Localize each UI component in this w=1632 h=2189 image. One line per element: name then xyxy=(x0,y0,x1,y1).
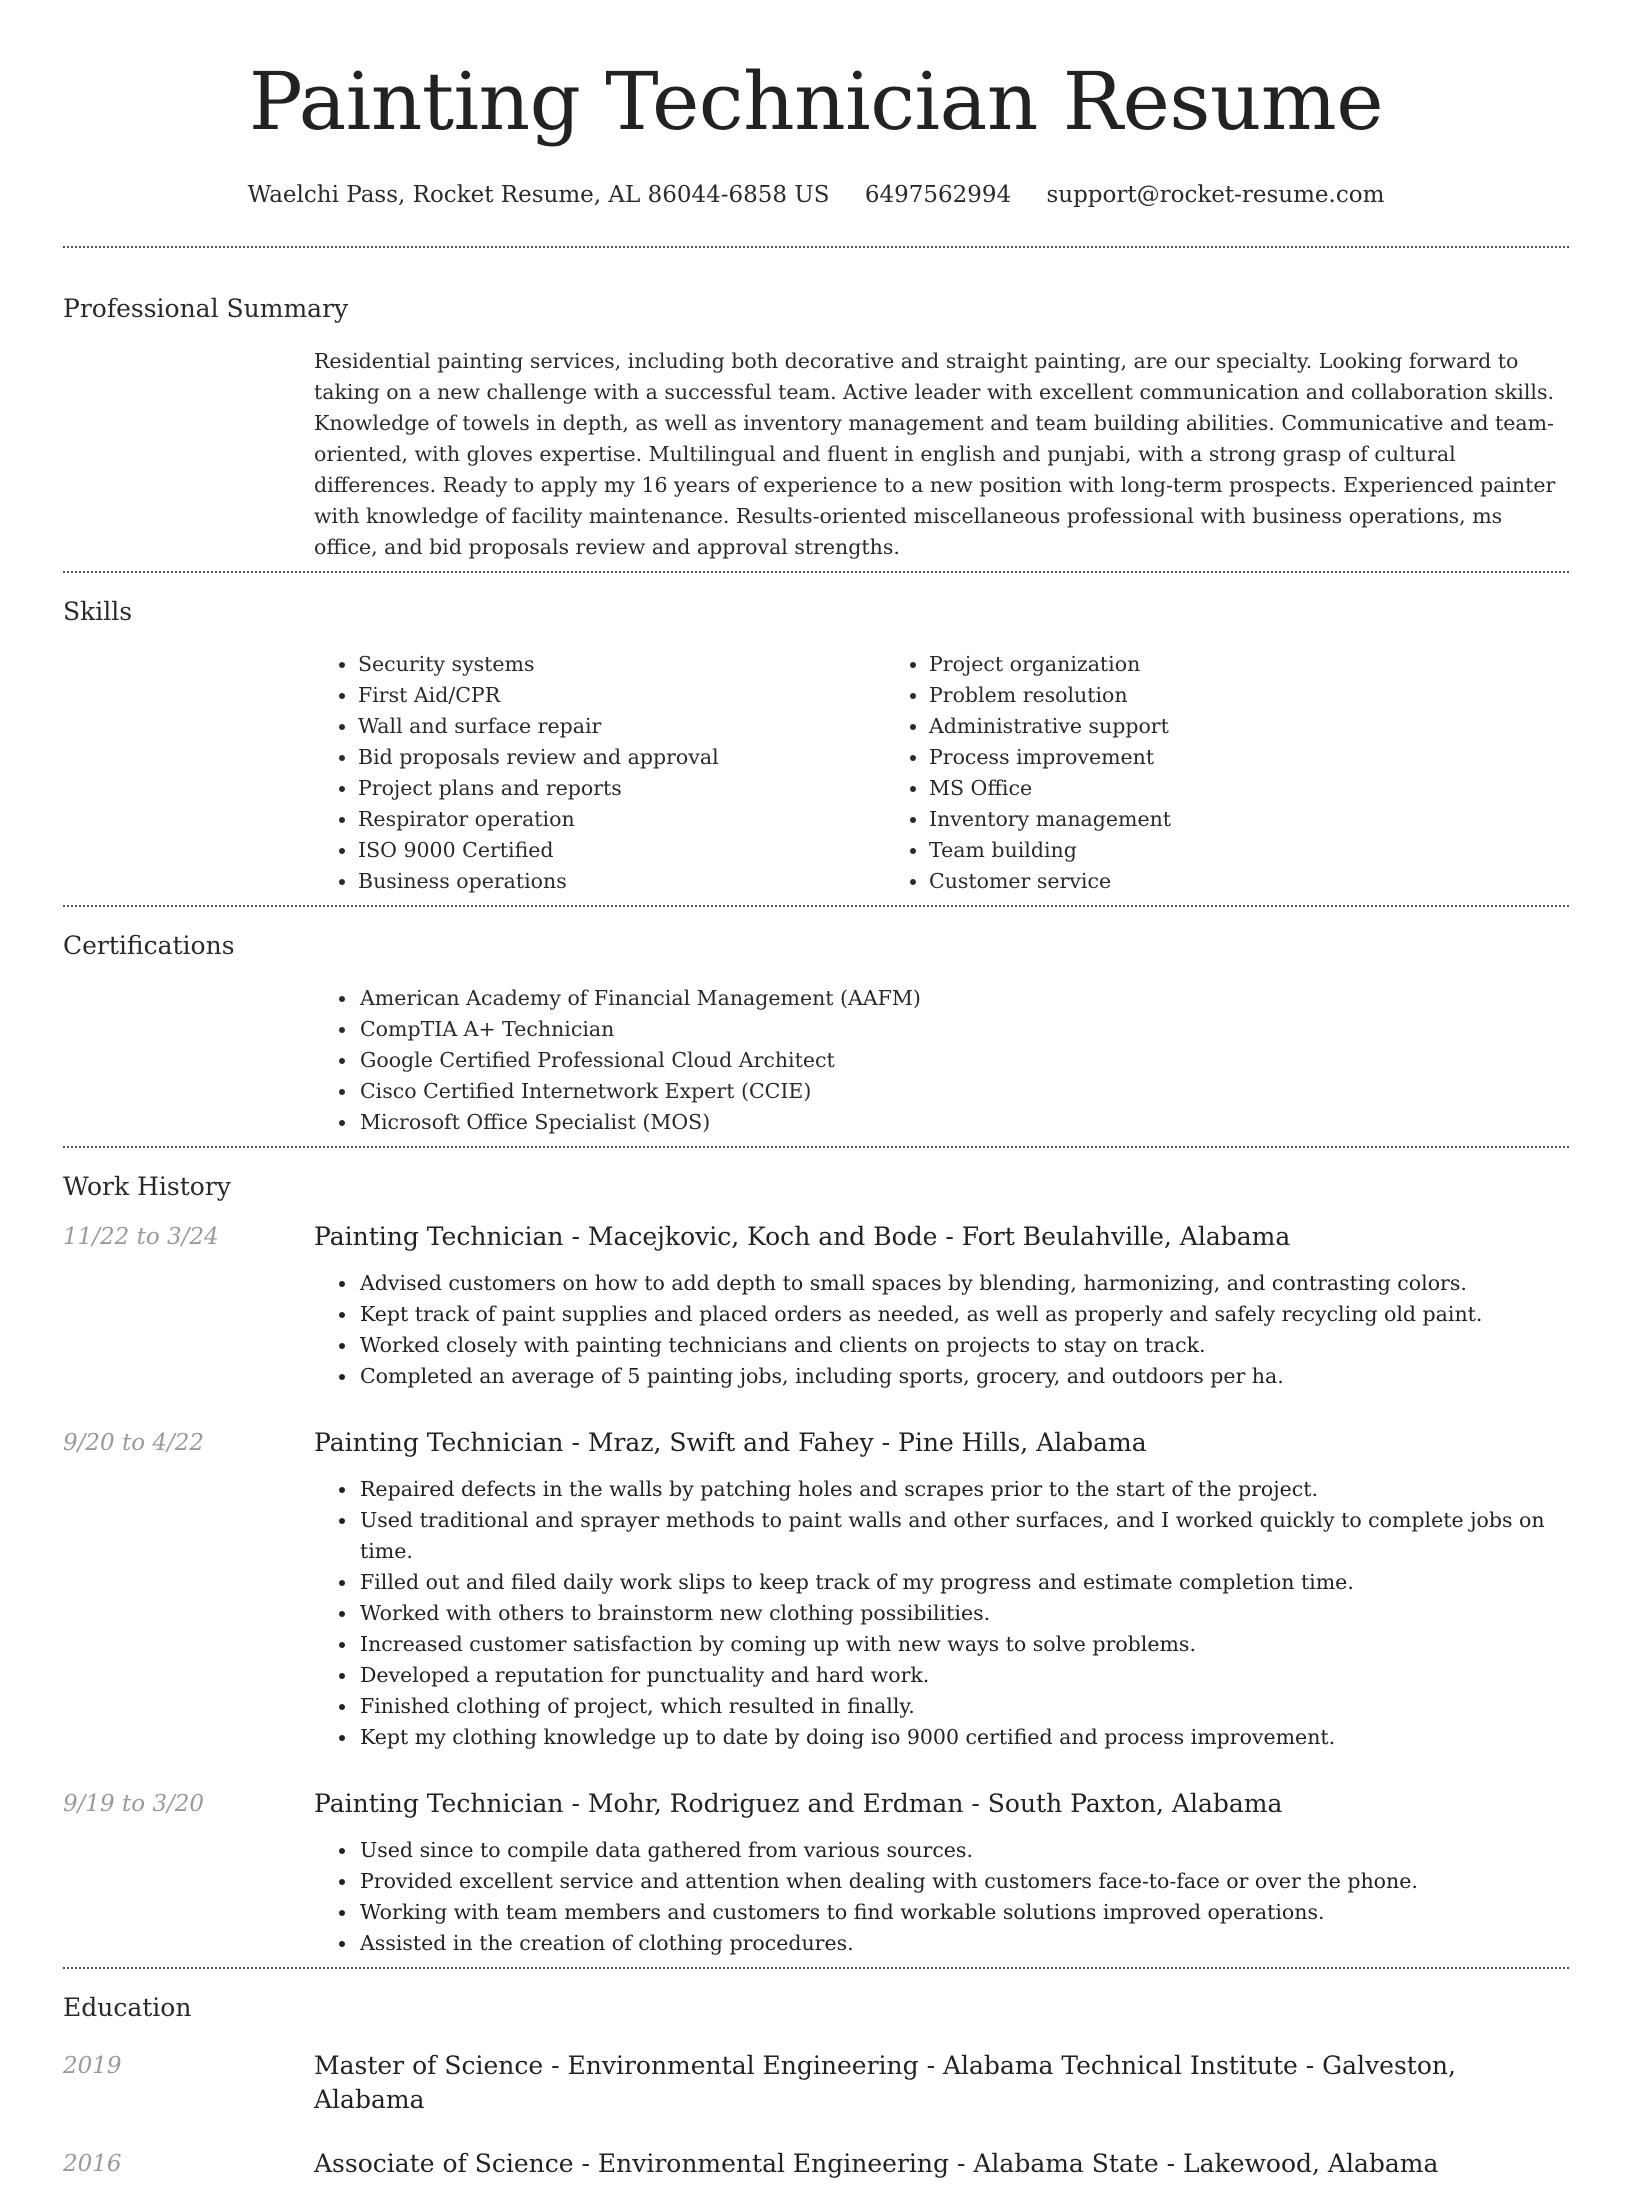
job-entry xyxy=(63,1220,1569,1392)
certifications-list xyxy=(314,983,1569,1138)
job-bullets xyxy=(314,1835,1569,1959)
skills-section xyxy=(63,573,1569,905)
skill-item: • First Aid/CPR xyxy=(358,680,885,711)
job-entry xyxy=(63,1787,1569,1959)
skill-item: • Project organization xyxy=(929,649,1456,680)
job-bullet: • Developed a reputation for punctuality and hard work. xyxy=(358,1660,1569,1691)
job-bullets xyxy=(314,1268,1569,1392)
education-section xyxy=(63,1969,1569,2189)
skill-item: • Project plans and reports xyxy=(358,773,885,804)
education-entry xyxy=(63,2147,1569,2181)
education-heading: Master of Science - Environmental Engineering - Alabama Technical Institute - Galveston, Alabama xyxy=(314,2051,1456,2114)
job-bullet: • Worked closely with painting technicians and clients on projects to stay on track. xyxy=(358,1330,1569,1361)
contact-phone: 6497562994 xyxy=(864,182,1012,208)
job-entry xyxy=(63,1426,1569,1753)
jobs-list xyxy=(63,1220,1569,1959)
skill-item: • MS Office xyxy=(929,773,1456,804)
certification-item: • Google Certified Professional Cloud Architect xyxy=(358,1045,1569,1076)
job-bullet: • Kept my clothing knowledge up to date by doing iso 9000 certified and process improvement. xyxy=(358,1722,1569,1753)
job-bullet: • Completed an average of 5 painting jobs, including sports, grocery, and outdoors per ha. xyxy=(358,1361,1569,1392)
summary-section xyxy=(63,248,1569,571)
skill-item: • Team building xyxy=(929,835,1456,866)
skill-item: • Problem resolution xyxy=(929,680,1456,711)
skill-item: • ISO 9000 Certified xyxy=(358,835,885,866)
skills-title: Skills xyxy=(63,597,133,626)
certification-item: • CompTIA A+ Technician xyxy=(358,1014,1569,1045)
job-dates: 9/19 to 3/20 xyxy=(63,1791,205,1817)
certification-item: • Microsoft Office Specialist (MOS) xyxy=(358,1107,1569,1138)
job-bullet: • Assisted in the creation of clothing procedures. xyxy=(358,1928,1569,1959)
education-year: 2019 xyxy=(63,2053,122,2079)
job-bullet: • Filled out and filed daily work slips to keep track of my progress and estimate completion time. xyxy=(358,1567,1569,1598)
certification-item: • Cisco Certified Internetwork Expert (CCIE) xyxy=(358,1076,1569,1107)
job-dates: 9/20 to 4/22 xyxy=(63,1430,205,1456)
job-heading: Painting Technician - Mraz, Swift and Fahey - Pine Hills, Alabama xyxy=(314,1428,1147,1457)
job-bullets xyxy=(314,1474,1569,1753)
work-history-title: Work History xyxy=(63,1172,231,1201)
contact-line xyxy=(63,178,1569,212)
education-heading: Associate of Science - Environmental Engineering - Alabama State - Lakewood, Alabama xyxy=(314,2149,1439,2178)
job-bullet: • Finished clothing of project, which resulted in finally. xyxy=(358,1691,1569,1722)
skill-item: • Wall and surface repair xyxy=(358,711,885,742)
certification-item: • American Academy of Financial Management (AAFM) xyxy=(358,983,1569,1014)
skill-item: • Customer service xyxy=(929,866,1456,897)
job-dates: 11/22 to 3/24 xyxy=(63,1224,219,1250)
contact-email: support@rocket-resume.com xyxy=(1046,182,1385,208)
job-bullet: • Worked with others to brainstorm new clothing possibilities. xyxy=(358,1598,1569,1629)
skill-item: • Inventory management xyxy=(929,804,1456,835)
work-history-section xyxy=(63,1148,1569,1967)
job-heading: Painting Technician - Macejkovic, Koch and Bode - Fort Beulahville, Alabama xyxy=(314,1222,1291,1251)
page-title: Painting Technician Resume xyxy=(248,55,1384,148)
skills-grid xyxy=(314,649,1569,897)
job-heading: Painting Technician - Mohr, Rodriguez and Erdman - South Paxton, Alabama xyxy=(314,1789,1283,1818)
job-bullet: • Provided excellent service and attention when dealing with customers face-to-face or over the phone. xyxy=(358,1866,1569,1897)
education-entry xyxy=(63,2049,1569,2117)
summary-text: Residential painting services, including both decorative and straight painting, are our specialty. Looking forward to taking on a new challenge with a successful team. Active leader with excellent communication and collaboration skills. Knowledge of towels in depth, as well as inventory management and team building abilities. Communicative and team-oriented, with gloves expertise. Multilingual and fluent in english and punjabi, with a strong grasp of cultural differences. Ready to apply my 16 years of experience to a new position with long-term prospects. Experienced painter with knowledge of facility maintenance. Results-oriented miscellaneous professional with business operations, ms office, and bid proposals review and approval strengths. xyxy=(314,349,1556,559)
job-bullet: • Advised customers on how to add depth to small spaces by blending, harmonizing, and contrasting colors. xyxy=(358,1268,1569,1299)
skill-item: • Process improvement xyxy=(929,742,1456,773)
skill-item: • Administrative support xyxy=(929,711,1456,742)
contact-address: Waelchi Pass, Rocket Resume, AL 86044-6858 US xyxy=(247,182,830,208)
job-bullet: • Kept track of paint supplies and placed orders as needed, as well as properly and safely recycling old paint. xyxy=(358,1299,1569,1330)
certifications-section xyxy=(63,907,1569,1146)
skill-item: • Respirator operation xyxy=(358,804,885,835)
skill-item: • Security systems xyxy=(358,649,885,680)
job-bullet: • Used since to compile data gathered from various sources. xyxy=(358,1835,1569,1866)
skills-list-left xyxy=(314,649,885,897)
education-title: Education xyxy=(63,1993,192,2022)
certifications-title: Certifications xyxy=(63,931,235,960)
job-bullet: • Repaired defects in the walls by patching holes and scrapes prior to the start of the project. xyxy=(358,1474,1569,1505)
education-year: 2016 xyxy=(63,2151,122,2177)
job-bullet: • Used traditional and sprayer methods to paint walls and other surfaces, and I worked quickly to complete jobs on time. xyxy=(358,1505,1569,1567)
job-bullet: • Increased customer satisfaction by coming up with new ways to solve problems. xyxy=(358,1629,1569,1660)
skills-list-right xyxy=(885,649,1456,897)
skill-item: • Business operations xyxy=(358,866,885,897)
job-bullet: • Working with team members and customers to find workable solutions improved operations. xyxy=(358,1897,1569,1928)
skill-item: • Bid proposals review and approval xyxy=(358,742,885,773)
summary-title: Professional Summary xyxy=(63,294,349,323)
